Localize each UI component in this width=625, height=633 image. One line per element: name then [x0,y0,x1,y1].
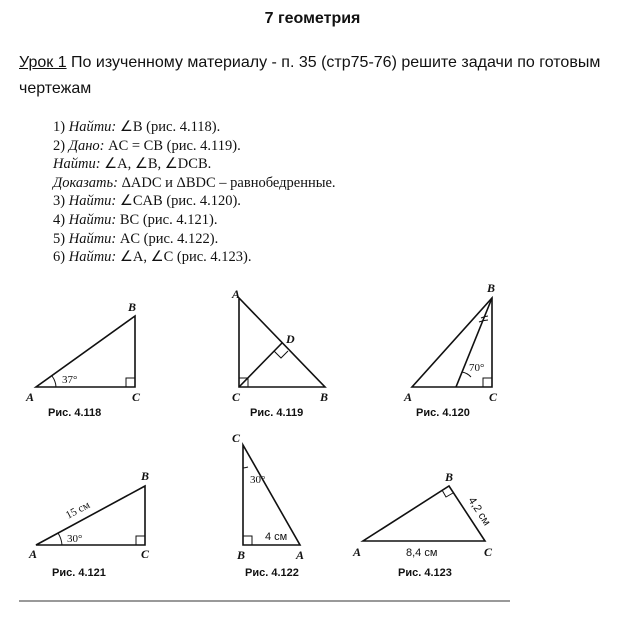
figure-4-123 [363,486,485,541]
fig120-label-a: A [404,390,413,404]
fig121-angle: 30° [67,533,83,545]
page-title: 7 геометрия [264,10,361,27]
task-line: 3) Найти: ∠CAB (рис. 4.120). [53,193,241,210]
fig123-side-bc: 4,2 см [465,495,493,528]
task-line: 6) Найти: ∠A, ∠C (рис. 4.123). [53,249,252,266]
fig119-label-d: D [286,332,295,346]
fig123-caption: Рис. 4.123 [398,567,452,579]
fig119-label-a: A [232,287,241,301]
fig122-label-c: C [232,431,241,445]
fig118-caption: Рис. 4.118 [48,407,102,419]
fig119-caption: Рис. 4.119 [250,407,304,419]
lesson-label: Урок 1 [19,54,67,71]
fig120-angle: 70° [469,362,485,374]
fig123-label-b: B [445,470,454,484]
fig121-label-c: C [141,547,150,561]
fig118-label-b: B [128,300,137,314]
figure-4-118 [36,316,135,387]
figure-4-121 [36,486,145,545]
task-line: Найти: ∠A, ∠B, ∠DCB. [53,156,212,173]
lesson-text: По изученному материалу - п. 35 (стр75-76) решите задачи по готовым чертежам [19,54,601,97]
fig123-side-ac: 8,4 см [406,547,438,559]
fig120-label-c: C [489,390,498,404]
fig122-label-b: B [237,548,246,562]
fig122-angle: 30° [250,474,266,486]
fig120-caption: Рис. 4.120 [416,407,470,419]
task-line: Доказать: ΔADC и ΔBDC – равнобедренные. [53,174,336,191]
fig121-side: 15 см [63,499,93,522]
fig123-label-c: C [484,545,493,559]
task-line: 5) Найти: AC (рис. 4.122). [53,230,219,247]
fig121-label-a: A [29,547,38,561]
figure-4-122 [243,445,300,545]
task-line: 1) Найти: ∠B (рис. 4.118). [53,119,221,135]
fig118-angle: 37° [62,374,78,386]
fig122-label-a: A [296,548,305,562]
figure-4-119 [239,298,325,387]
fig118-label-a: A [26,390,35,404]
fig119-label-c: C [232,390,241,404]
fig123-label-a: A [353,545,362,559]
task-line: 4) Найти: BC (рис. 4.121). [53,211,218,228]
fig118-label-c: C [132,390,141,404]
fig120-label-b: B [487,281,496,295]
fig122-side: 4 см [265,531,288,543]
fig121-caption: Рис. 4.121 [52,567,106,579]
fig119-label-b: B [320,390,329,404]
fig122-caption: Рис. 4.122 [245,567,299,579]
task-line: 2) Дано: AC = CB (рис. 4.119). [53,137,241,154]
fig121-label-b: B [141,469,150,483]
